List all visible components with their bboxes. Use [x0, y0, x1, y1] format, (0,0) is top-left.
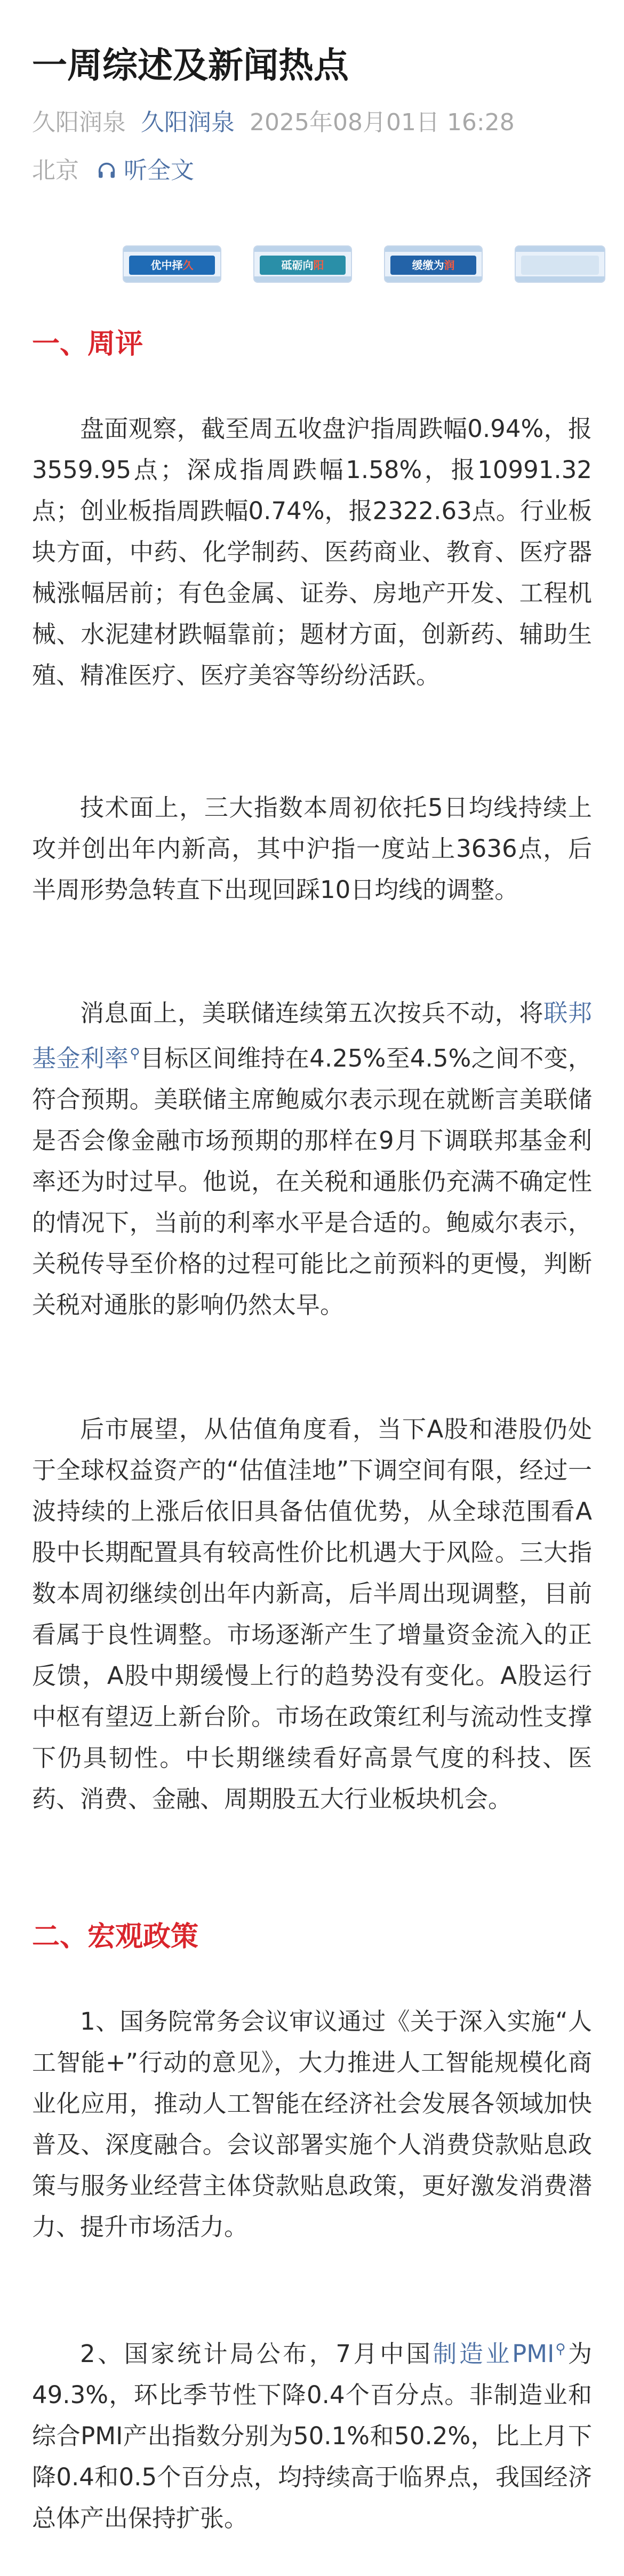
section-heading-weekly-review: 一、周评: [32, 328, 143, 360]
paragraph-market-overview: 盘面观察，截至周五收盘沪指周跌幅0.94%，报3559.95点；深成指周跌幅1.58%，报10991.32点；创业板指周跌幅0.74%，报2322.63点。行业板块方面，中药、化学制药、医药商业、教育、医疗器械涨幅居前；有色金属、证券、房地产开发、工程机械、水泥建材跌幅靠前；题材方面，创新药、辅助生殖、精准医疗、医疗美容等纷纷活跃。: [32, 415, 592, 689]
fed-funds-rate-link[interactable]: 联邦基金利率⚲: [32, 999, 592, 1072]
search-icon: ⚲: [555, 2341, 566, 2357]
banner-3-label: 缓缴为润: [390, 256, 476, 275]
banner-2-label: 砥砺向阳: [260, 256, 346, 275]
banner-2[interactable]: [253, 245, 352, 283]
paragraph-technical: 技术面上，三大指数本周初依托5日均线持续上攻并创出年内新高，其中沪指一度站上3636点，后半周形势急转直下出现回踩10日均线的调整。: [32, 793, 592, 904]
article-title: 一周综述及新闻热点: [32, 45, 349, 86]
banner-strip: [0, 235, 624, 293]
paragraph-policy-1: 1、国务院常务会议审议通过《关于深入实施“人工智能+”行动的意见》，大力推进人工智能规模化商业化应用，推动人工智能在经济社会发展各领域加快普及、深度融合。会议部署实施个人消费贷款贴息政策与服务业经营主体贷款贴息政策，更好激发消费潜力、提升市场活力。: [32, 2007, 592, 2241]
banner-4[interactable]: [515, 245, 605, 283]
article-location: 北京: [32, 157, 79, 184]
article-date: 2025年08月01日 16:28: [250, 109, 515, 136]
banner-3[interactable]: [384, 245, 483, 283]
search-icon: ⚲: [130, 1046, 140, 1062]
article-meta-location: [32, 155, 194, 187]
manufacturing-pmi-link[interactable]: 制造业PMI⚲: [433, 2340, 566, 2368]
banner-1[interactable]: [123, 245, 221, 283]
listen-button[interactable]: [96, 155, 194, 187]
paragraph-policy-2: 2、国家统计局公布，7月中国制造业PMI⚲为49.3%，环比季节性下降0.4个百分点。非制造业和综合PMI产出指数分别为50.1%和50.2%，比上月下降0.4和0.5个百分点，均持续高于临界点，我国经济总体产出保持扩张。: [32, 2340, 593, 2532]
paragraph-news: 消息面上，美联储连续第五次按兵不动，将联邦基金利率⚲目标区间维持在4.25%至4.5%之间不变，符合预期。美联储主席鲍威尔表示现在就断言美联储是否会像金融市场预期的那样在9月下调联邦基金利率还为时过早。他说，在关税和通胀仍充满不确定性的情况下，当前的利率水平是合适的。鲍威尔表示，关税传导至价格的过程可能比之前预料的更慢，判断关税对通胀的影响仍然太早。: [32, 999, 592, 1319]
banner-4-label: [521, 256, 599, 275]
section-heading-macro-policy: 二、宏观政策: [32, 1921, 199, 1953]
headphones-icon: [96, 160, 117, 181]
banner-1-label: 优中择久: [129, 256, 215, 275]
paragraph-outlook: 后市展望，从估值角度看，当下A股和港股仍处于全球权益资产的“估值洼地”下调空间有限，经过一波持续的上涨后依旧具备估值优势，从全球范围看A股中长期配置具有较高性价比机遇大于风险。三大指数本周初继续创出年内新高，后半周出现调整，目前看属于良性调整。市场逐渐产生了增量资金流入的正反馈，A股中期缓慢上行的趋势没有变化。A股运行中枢有望迈上新台阶。市场在政策红利与流动性支撑下仍具韧性。中长期继续看好高景气度的科技、医药、消费、金融、周期股五大行业板块机会。: [32, 1415, 592, 1813]
article-meta: [32, 107, 515, 139]
listen-label: 听全文: [124, 157, 194, 184]
article-source: 久阳润泉: [32, 109, 126, 136]
article-author-link[interactable]: 久阳润泉: [141, 109, 235, 136]
